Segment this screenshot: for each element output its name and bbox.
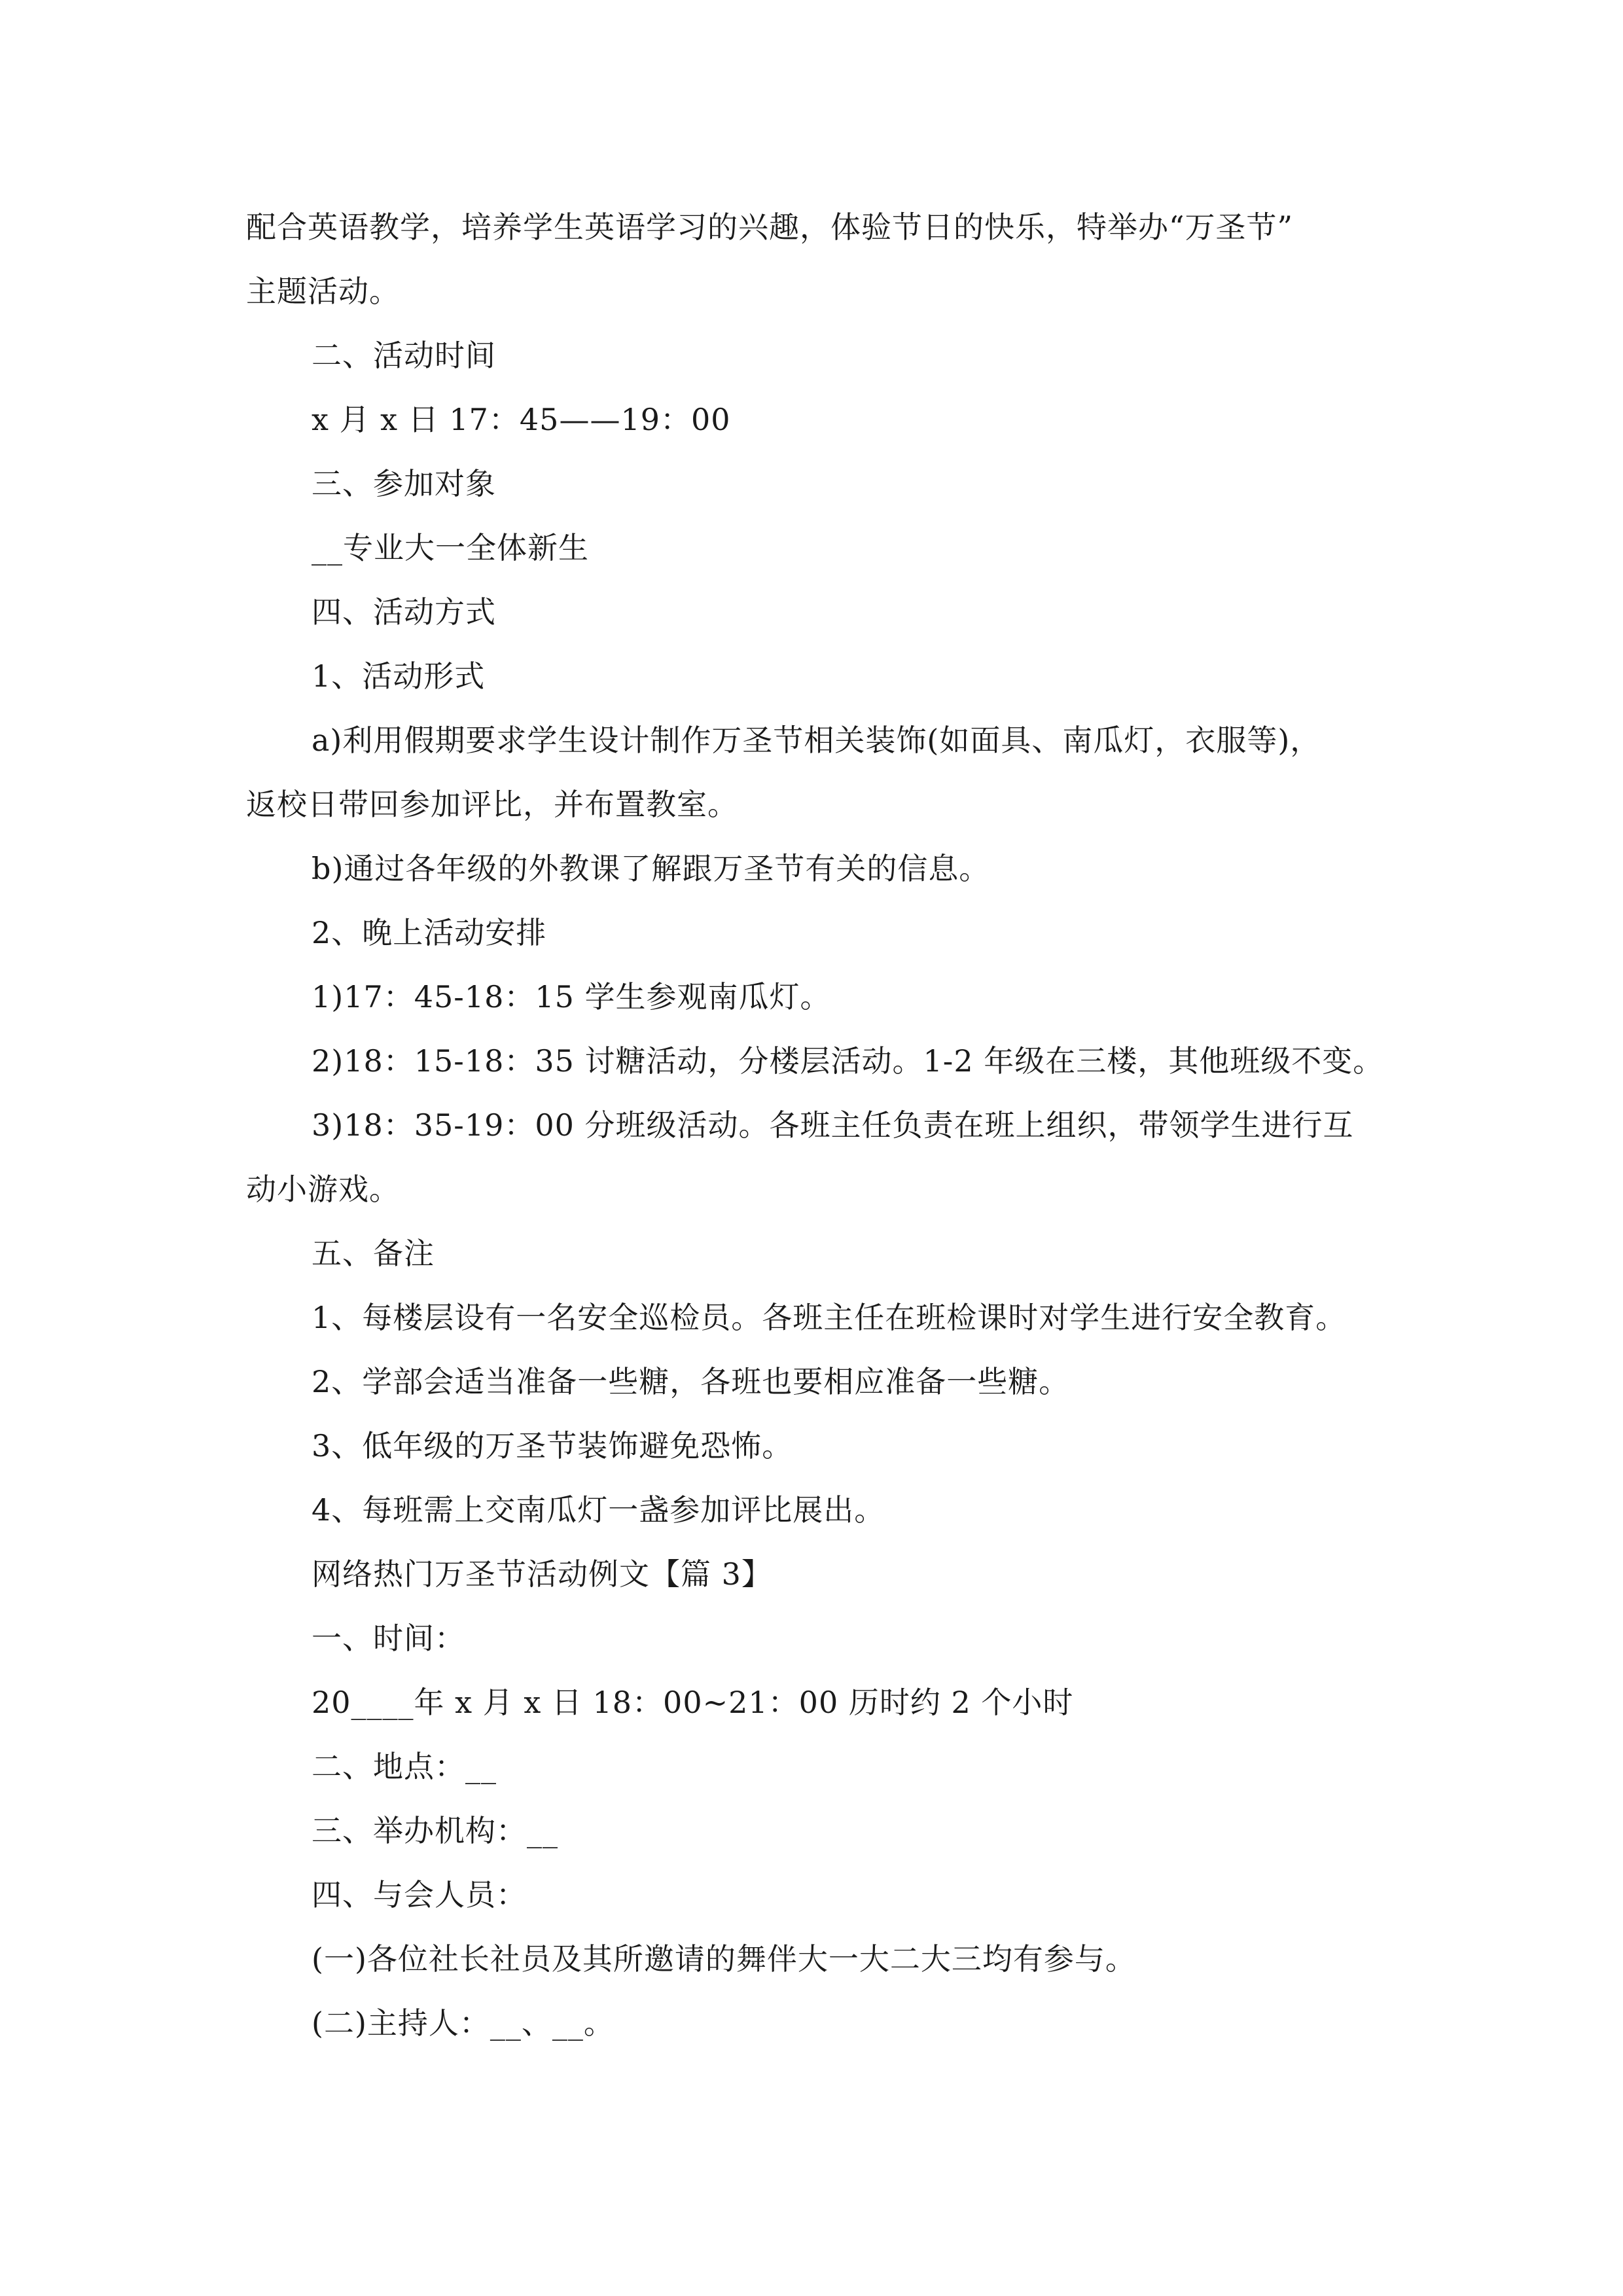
text-line: x 月 x 日 17：45——19：00 <box>312 402 731 437</box>
text-line: 四、与会人员： <box>312 1877 527 1912</box>
text-line: 三、举办机构：__ <box>312 1813 558 1848</box>
text-line: 2、晚上活动安排 <box>312 915 547 950</box>
text-line: 返校日带回参加评比，并布置教室。 <box>246 787 738 822</box>
text-line: b)通过各年级的外教课了解跟万圣节有关的信息。 <box>312 851 990 886</box>
text-line: 四、活动方式 <box>312 594 496 630</box>
text-line: 1、每楼层设有一名安全巡检员。各班主任在班检课时对学生进行安全教育。 <box>312 1300 1347 1335</box>
text-line: 2)18：15-18：35 讨糖活动，分楼层活动。1-2 年级在三楼，其他班级不变。 <box>312 1043 1384 1079</box>
text-line: 1、活动形式 <box>312 658 486 694</box>
text-line: a)利用假期要求学生设计制作万圣节相关装饰(如面具、南瓜灯，衣服等)， <box>312 723 1321 758</box>
text-line: 网络热门万圣节活动例文【篇 3】 <box>312 1556 772 1592</box>
text-line: 4、每班需上交南瓜灯一盏参加评比展出。 <box>312 1492 885 1528</box>
text-line: 二、地点：__ <box>312 1749 497 1784</box>
text-line: 主题活动。 <box>246 274 400 309</box>
text-line: 五、备注 <box>312 1236 435 1271</box>
text-line: 20____年 x 月 x 日 18：00~21：00 历时约 2 个小时 <box>312 1685 1074 1720</box>
text-line: 动小游戏。 <box>246 1172 400 1207</box>
text-line: 一、时间： <box>312 1621 465 1656</box>
text-line: (一)各位社长社员及其所邀请的舞伴大一大二大三均有参与。 <box>312 1941 1136 1977</box>
text-line: 配合英语教学，培养学生英语学习的兴趣，体验节日的快乐，特举办“万圣节” <box>246 209 1294 245</box>
text-line: 1)17：45-18：15 学生参观南瓜灯。 <box>312 979 831 1014</box>
text-line: 2、学部会适当准备一些糖，各班也要相应准备一些糖。 <box>312 1364 1070 1399</box>
text-line: 3、低年级的万圣节装饰避免恐怖。 <box>312 1428 793 1463</box>
text-line: 三、参加对象 <box>312 466 496 501</box>
text-line: __专业大一全体新生 <box>312 530 589 565</box>
text-line: 二、活动时间 <box>312 338 496 373</box>
text-line: (二)主持人：__、__。 <box>312 2005 615 2041</box>
document-page <box>246 195 1411 2055</box>
text-line: 3)18：35-19：00 分班级活动。各班主任负责在班上组织，带领学生进行互 <box>312 1107 1354 1143</box>
